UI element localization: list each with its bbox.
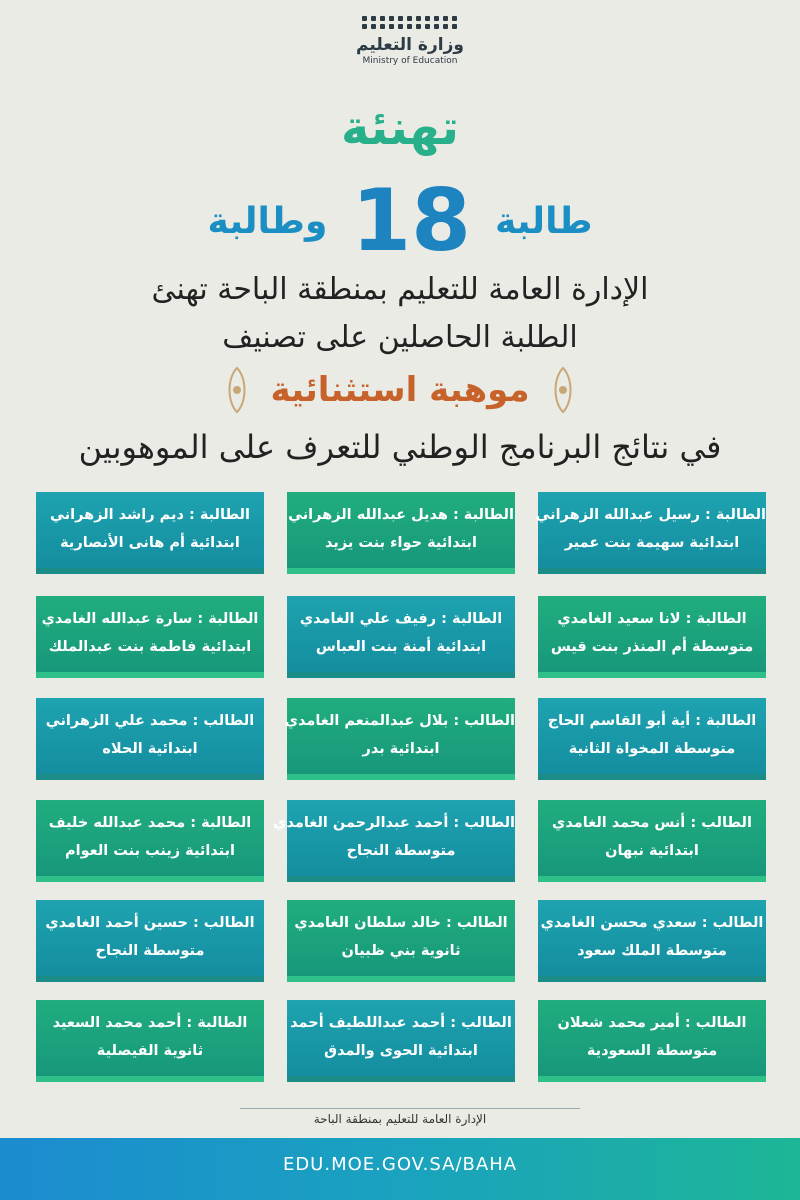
footer-url-link[interactable]: EDU.MOE.GOV.SA/BAHA — [282, 1154, 518, 1175]
student-name: الطالبة : هديل عبدالله الزهراني — [288, 507, 514, 523]
student-name: الطالبة : أحمد محمد السعيد — [52, 1015, 248, 1031]
student-name: الطالبة : رسيل عبدالله الزهراني — [535, 507, 766, 523]
student-school: ثانوية الفيصلية — [96, 1043, 204, 1059]
student-name: الطالبة : رفيف علي الغامدي — [299, 611, 503, 627]
footer-divider — [240, 1108, 580, 1109]
student-name: الطالبة : أية أبو القاسم الحاج — [547, 713, 757, 729]
student-name: الطالبة : لانا سعيد الغامدي — [557, 611, 747, 627]
student-school: متوسطة المخواة الثانية — [568, 741, 736, 757]
logo-dots-icon — [340, 16, 480, 29]
student-name: الطالب : أنس محمد الغامدي — [552, 815, 752, 831]
intro-line-2: الطلبة الحاصلين على تصنيف — [222, 320, 578, 355]
student-card — [36, 596, 264, 678]
student-school: ابتدائية زينب بنت العوام — [64, 843, 236, 859]
student-card — [36, 492, 264, 574]
logo-arabic-text: وزارة التعليم — [356, 35, 464, 55]
student-school: متوسطة النجاح — [95, 943, 205, 959]
student-school: ابتدائية فاطمة بنت عبدالملك — [48, 639, 252, 655]
student-card — [287, 1000, 515, 1082]
student-card — [287, 900, 515, 982]
student-name: الطالبة : محمد عبدالله خليف — [48, 815, 252, 831]
student-school: ابتدائية حواء بنت يزيد — [325, 535, 477, 551]
student-card — [284, 698, 515, 780]
footer-department: الإدارة العامة للتعليم بمنطقة الباحة — [313, 1112, 487, 1126]
highlight-text: موهبة استثنائية — [270, 370, 530, 410]
student-card — [287, 492, 515, 574]
female-label: طالبة — [495, 200, 593, 242]
ornament-left-icon — [222, 366, 252, 414]
student-name: الطالب : سعدي محسن الغامدي — [540, 915, 764, 931]
student-card — [538, 1000, 766, 1082]
student-card — [36, 698, 264, 780]
student-school: ابتدائية الحلاه — [102, 741, 198, 757]
student-card — [538, 596, 766, 678]
student-school: ابتدائية أم هانى الأنصارية — [60, 535, 240, 551]
congratulations-title: تهنئة — [340, 100, 459, 156]
student-card — [538, 698, 766, 780]
student-school: متوسطة الملك سعود — [577, 943, 727, 959]
student-count-row — [0, 171, 800, 271]
student-card — [535, 492, 766, 574]
student-name: الطالب : حسين أحمد الغامدي — [45, 915, 255, 931]
student-school: ابتدائية أمنة بنت العباس — [315, 639, 487, 655]
ornament-right-icon — [548, 366, 578, 414]
student-card — [36, 1000, 264, 1082]
student-school: ابتدائية الحوى والمدق — [324, 1043, 478, 1059]
student-name: الطالبة : سارة عبدالله الغامدي — [41, 611, 259, 627]
student-card — [273, 800, 515, 882]
student-card — [36, 800, 264, 882]
highlight-banner — [200, 362, 600, 418]
logo-english-text: Ministry of Education — [362, 56, 458, 66]
student-count: 18 — [351, 171, 472, 271]
student-school: ابتدائية سهيمة بنت عمير — [564, 535, 740, 551]
student-card — [36, 900, 264, 982]
student-name: الطالب : أمير محمد شعلان — [557, 1015, 747, 1031]
intro-line-3: في نتائج البرنامج الوطني للتعرف على الموهوبين — [78, 428, 722, 466]
student-card — [538, 800, 766, 882]
student-school: متوسطة أم المنذر بنت قيس — [550, 639, 754, 655]
student-school: متوسطة السعودية — [586, 1043, 718, 1059]
student-school: ابتدائية نبهان — [605, 843, 699, 859]
student-name: الطالب : أحمد عبداللطيف أحمد — [290, 1015, 512, 1031]
intro-line-1: الإدارة العامة للتعليم بمنطقة الباحة تهنئ — [151, 272, 649, 307]
student-name: الطالب : أحمد عبدالرحمن الغامدي — [273, 815, 515, 831]
student-school: ثانوية بني ظبيان — [341, 943, 461, 959]
student-school: ابتدائية بدر — [362, 741, 440, 757]
male-label: وطالبة — [207, 200, 328, 242]
student-name: الطالبة : ديم راشد الزهراني — [50, 507, 250, 523]
student-school: متوسطة النجاح — [346, 843, 456, 859]
student-name: الطالب : محمد علي الزهراني — [45, 713, 255, 729]
student-name: الطالب : بلال عبدالمنعم الغامدي — [284, 713, 515, 729]
student-name: الطالب : خالد سلطان الغامدي — [294, 915, 508, 931]
student-card — [287, 596, 515, 678]
student-card — [538, 900, 766, 982]
ministry-logo — [340, 8, 480, 88]
